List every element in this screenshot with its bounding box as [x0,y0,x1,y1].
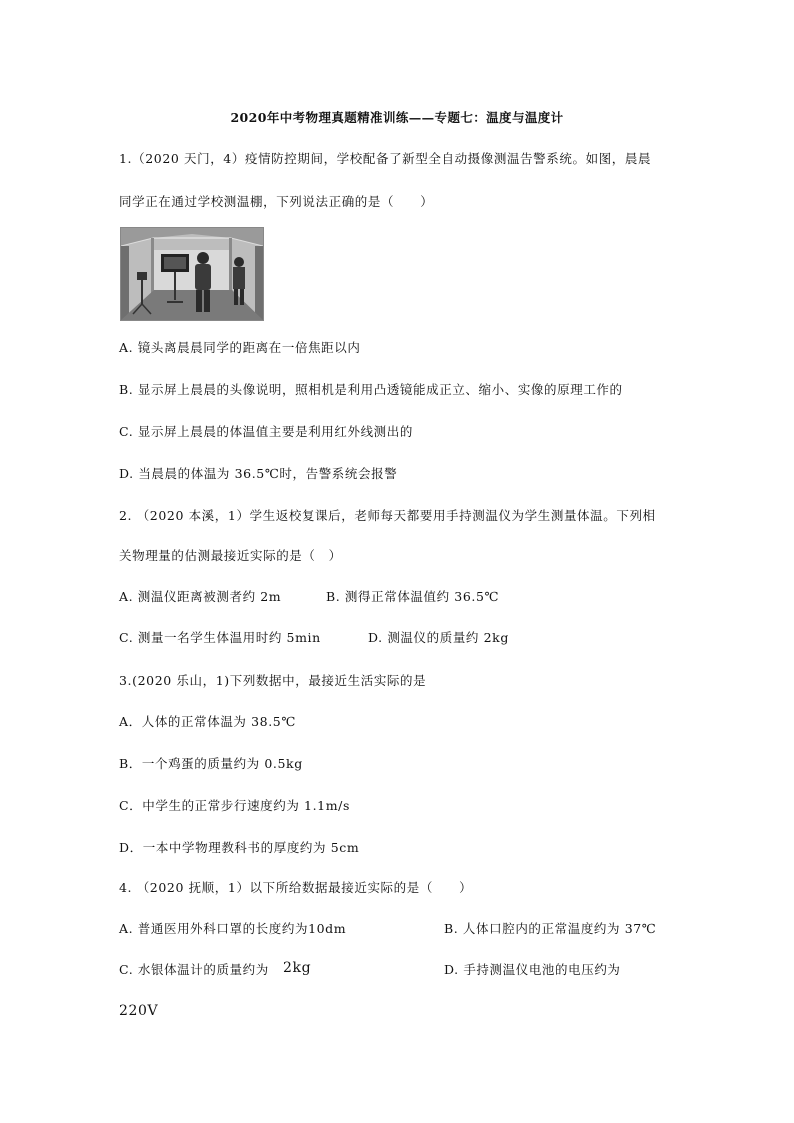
q3-option-d: D．一本中学物理教科书的厚度约为 5cm [119,840,360,855]
q1-option-b: B. 显示屏上晨晨的头像说明，照相机是利用凸透镜能成正立、缩小、实像的原理工作的 [119,382,623,397]
q1-option-d: D. 当晨晨的体温为 36.5℃时，告警系统会报警 [119,466,398,481]
q4-stem: 4. （2020 抚顺，1）以下所给数据最接近实际的是（ ） [119,880,473,895]
q4-option-d: D. 手持测温仪电池的电压约为 [444,962,621,977]
q4-option-c: C. 水银体温计的质量约为 [119,962,269,977]
q1-option-c: C. 显示屏上晨晨的体温值主要是利用红外线测出的 [119,424,413,439]
q4-option-d-value: 220V [119,1003,159,1019]
q2-option-a: A. 测温仪距离被测者约 2m [119,589,282,604]
q4-option-a: A. 普通医用外科口罩的长度约为10dm [119,921,347,936]
q4-option-b: B. 人体口腔内的正常温度约为 37℃ [444,921,657,936]
q2-option-b: B. 测得正常体温值约 36.5℃ [326,589,500,604]
q4-option-c-value: 2kg [283,960,312,976]
q3-stem: 3.(2020 乐山，1)下列数据中，最接近生活实际的是 [119,673,427,688]
page-title: 2020年中考物理真题精准训练——专题七：温度与温度计 [230,110,564,125]
q2-stem-line1: 2. （2020 本溪，1）学生返校复课后，老师每天都要用手持测温仪为学生测量体温。下列相 [119,508,656,523]
q2-stem-line2: 关物理量的估测最接近实际的是（ ） [119,548,342,563]
q3-option-c: C．中学生的正常步行速度约为 1.1m/s [119,798,350,813]
q1-stem-line1: 1.（2020 天门，4）疫情防控期间，学校配备了新型全自动摄像测温告警系统。如图，晨晨 [119,151,652,166]
temperature-tent-photo [120,227,264,321]
q1-option-a: A. 镜头离晨晨同学的距离在一倍焦距以内 [119,340,361,355]
q2-option-c: C. 测量一名学生体温用时约 5min [119,630,321,645]
q1-stem-line2: 同学正在通过学校测温棚，下列说法正确的是（ ） [119,194,434,209]
q3-option-b: B．一个鸡蛋的质量约为 0.5kg [119,756,303,771]
q3-option-a: A．人体的正常体温为 38.5℃ [119,714,296,729]
q2-option-d: D. 测温仪的质量约 2kg [368,630,509,645]
